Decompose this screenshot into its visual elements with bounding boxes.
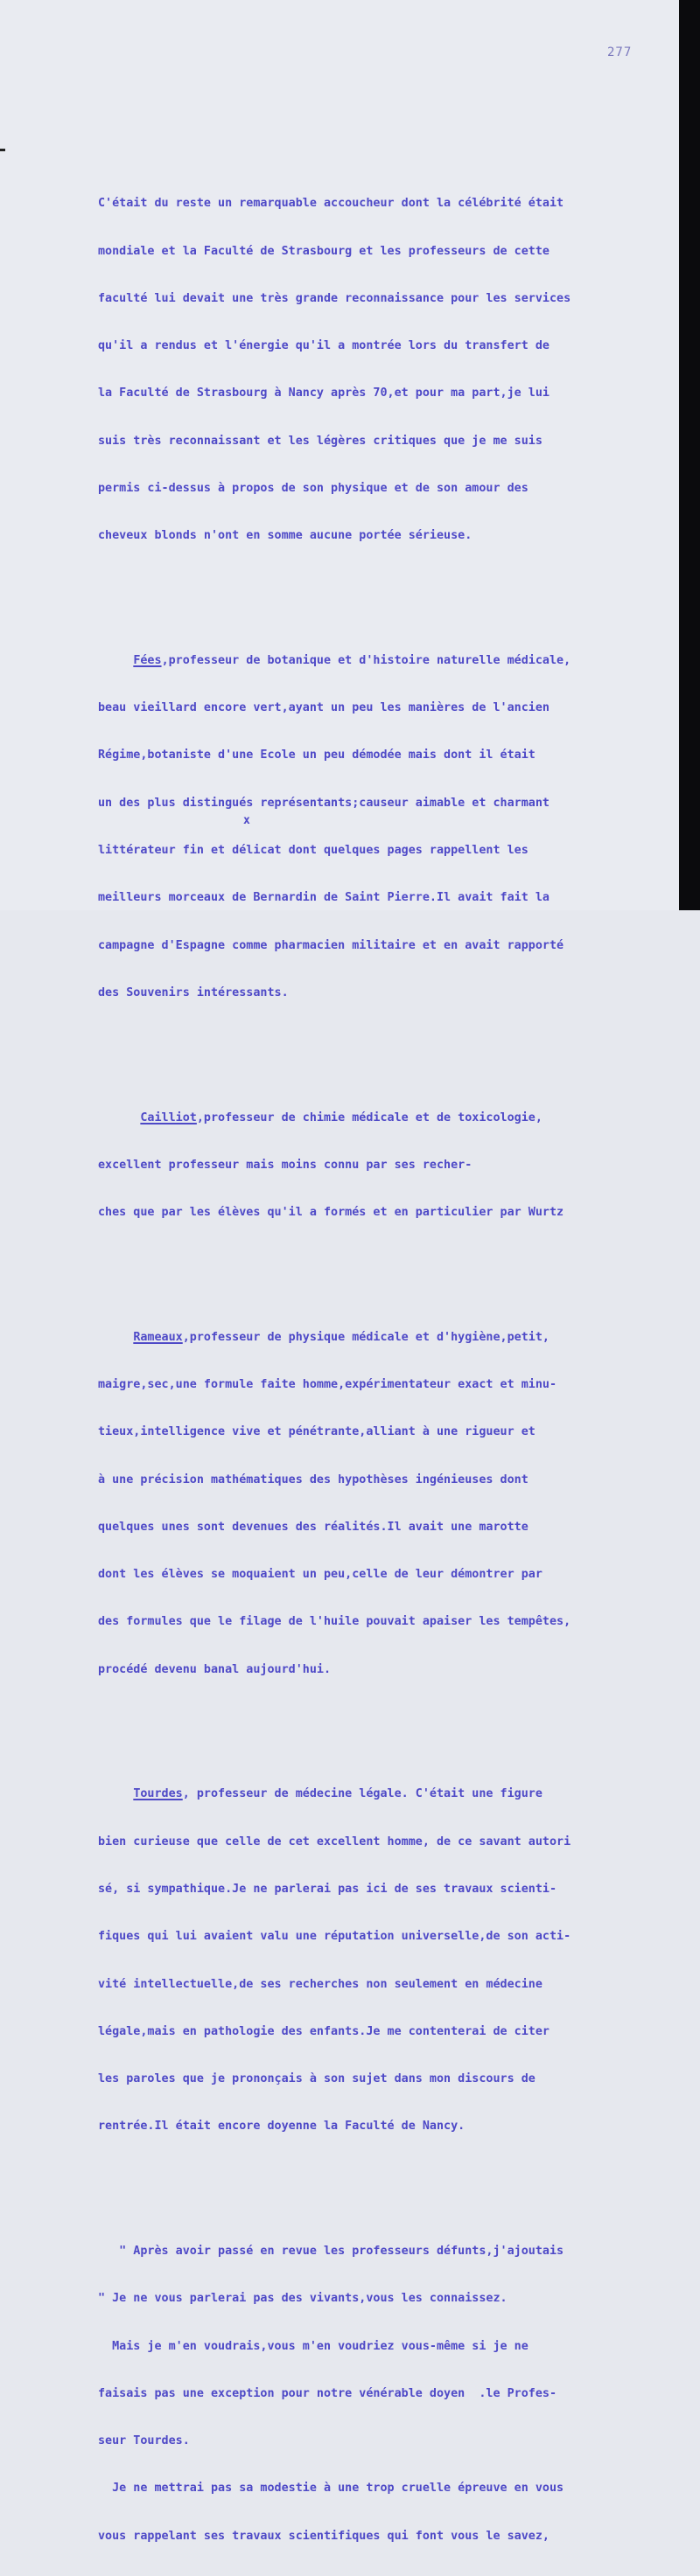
insertion-mark: x [243, 814, 250, 827]
text-line: procédé devenu banal aujourd'hui. [98, 1662, 332, 1676]
text-line: littérateur fin et délicat dont quelques pages rappellent les [98, 844, 528, 858]
text-line: bien curieuse que celle de cet excellent homme, de ce savant autori [98, 1835, 571, 1848]
text-line: à une précision mathématiques des hypothèses ingénieuses dont [98, 1472, 528, 1486]
text-line: quelques unes sont devenues des réalités.Il avait une marotte [98, 1520, 528, 1534]
text-line: qu'il a rendus et l'énergie qu'il a montrée lors du transfert de [98, 339, 550, 353]
text-fragment: , professeur de médecine légale. C'était une figure [182, 1787, 542, 1801]
text-line: Je ne mettrai pas sa modestie à une trop cruelle épreuve en vous [98, 2482, 564, 2496]
text-line [98, 653, 680, 669]
text-line: des formules que le filage de l'huile pouvait apaiser les tempêtes, [98, 1615, 571, 1629]
text-line: Régime,botaniste d'une Ecole un peu démodée mais dont il était [98, 748, 536, 762]
text-line: les paroles que je prononçais à son sujet dans mon discours de [98, 2072, 536, 2086]
text-line: " Après avoir passé en revue les professeurs défunts,j'ajoutais [98, 2245, 564, 2258]
text-line: " Je ne vous parlerai pas des vivants,vous les connaissez. [98, 2292, 508, 2306]
text-fragment: ,professeur de chimie médicale et de toxicologie, [196, 1110, 542, 1124]
professor-name: Rameaux [133, 1330, 183, 1344]
text-line: Mais je m'en voudrais,vous m'en voudriez vous-même si je ne [98, 2339, 528, 2353]
text-line: cheveux blonds n'ont en somme aucune portée sérieuse. [98, 529, 472, 543]
text-line: permis ci-dessus à propos de son physique et de son amour des [98, 481, 528, 495]
text-line: sé, si sympathique.Je ne parlerai pas ici de ses travaux scienti- [98, 1882, 557, 1896]
text-line [98, 1330, 680, 1346]
text-line: rentrée.Il était encore doyenne la Faculté de Nancy. [98, 2120, 466, 2134]
text-line: meilleurs morceaux de Bernardin de Saint Pierre.Il avait fait la [98, 891, 550, 905]
text-line: des Souvenirs intéressants. [98, 985, 289, 999]
text-line: vité intellectuelle,de ses recherches non seulement en médecine [98, 1977, 542, 1991]
text-line: campagne d'Espagne comme pharmacien militaire et en avait rapporté [98, 938, 564, 952]
text-line: excellent professeur mais moins connu par ses recher- [98, 1158, 472, 1172]
text-line: C'était du reste un remarquable accoucheur dont la célébrité était [98, 197, 564, 211]
text-line: suis très reconnaissant et les légères critiques que je me suis [98, 434, 542, 448]
text-line [98, 1786, 680, 1802]
text-line: ches que par les élèves qu'il a formés et en particulier par Wurtz [98, 1206, 564, 1220]
professor-name: Fées [133, 653, 162, 667]
professor-name: Tourdes [133, 1787, 183, 1801]
text-line: vous rappelant ses travaux scientifiques qui font vous le savez, [98, 2529, 550, 2543]
professor-name: Cailliot [140, 1110, 197, 1124]
text-line: dont les élèves se moquaient un peu,celle de leur démontrer par [98, 1568, 542, 1582]
text-line: la Faculté de Strasbourg à Nancy après 70,et pour ma part,je lui [98, 386, 550, 400]
text-fragment: ,professeur de botanique et d'histoire naturelle médicale, [161, 653, 571, 667]
text-fragment: ,professeur de physique médicale et d'hygiène,petit, [182, 1330, 550, 1344]
text-line: faculté lui devait une très grande reconnaissance pour les services [98, 291, 571, 305]
text-line: mondiale et la Faculté de Strasbourg et les professeurs de cette [98, 244, 550, 258]
text-line: seur Tourdes. [98, 2434, 190, 2448]
page-number: 277 [607, 45, 633, 59]
text-line: beau vieillard encore vert,ayant un peu les manières de l'ancien [98, 701, 550, 715]
text-line: faisais pas une exception pour notre vénérable doyen .le Profes- [98, 2386, 557, 2400]
text-line: fiques qui lui avaient valu une réputation universelle,de son acti- [98, 1930, 571, 1944]
text-line [98, 1110, 680, 1126]
typed-text [98, 149, 680, 2576]
text-line: légale,mais en pathologie des enfants.Je me contenterai de citer [98, 2024, 550, 2038]
text-line: maigre,sec,une formule faite homme,expérimentateur exact et minu- [98, 1378, 557, 1392]
text-line: un des plus distingués représentants;causeur aimable et charmant [98, 796, 550, 810]
margin-mark [0, 149, 5, 151]
scan-edge [679, 0, 700, 910]
text-line: tieux,intelligence vive et pénétrante,alliant à une rigueur et [98, 1425, 536, 1439]
